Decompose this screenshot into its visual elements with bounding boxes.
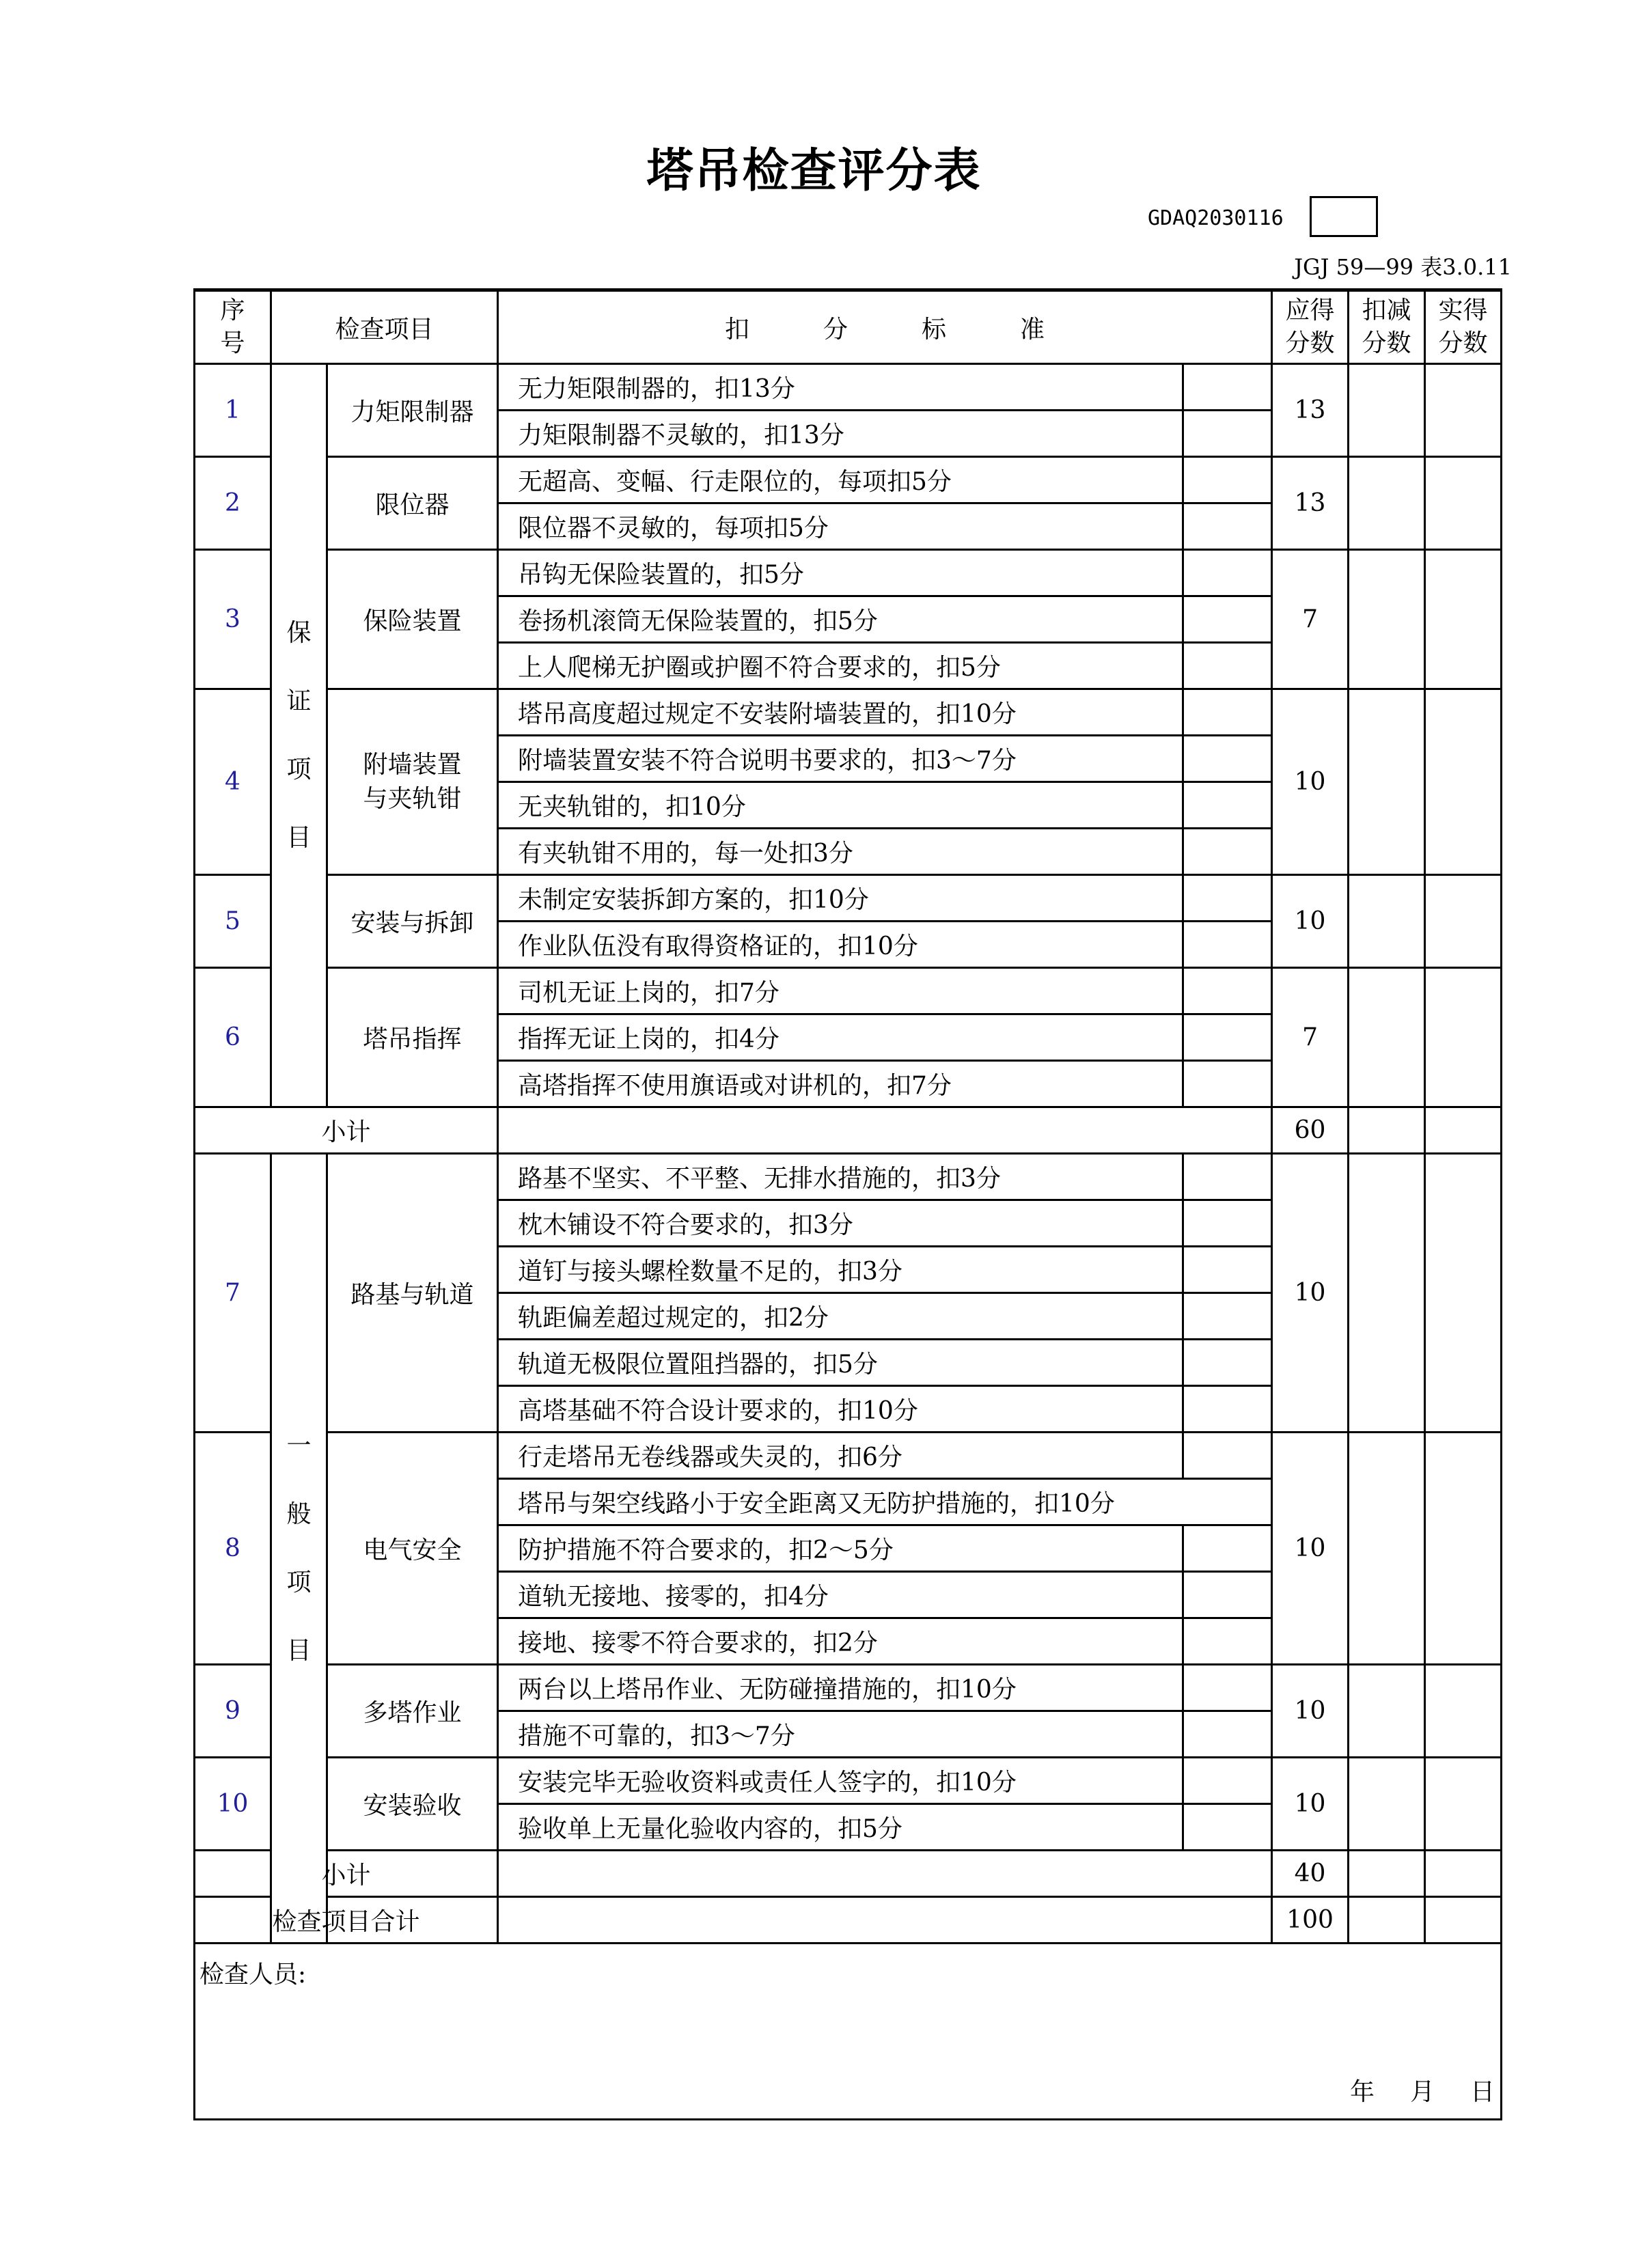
criteria-deduct-cell[interactable] [1183, 411, 1272, 457]
criteria-deduct-cell[interactable] [1183, 829, 1272, 875]
criteria-text: 安装完毕无验收资料或责任人签字的，扣10分 [498, 1758, 1183, 1804]
row-actual-score[interactable] [1425, 550, 1502, 689]
criteria-deduct-cell[interactable] [1183, 1014, 1272, 1061]
row-item-name: 安装与拆卸 [327, 875, 498, 968]
criteria-deduct-cell[interactable] [1183, 1804, 1272, 1851]
row-actual-score[interactable] [1425, 968, 1502, 1107]
criteria-text: 无夹轨钳的，扣10分 [498, 782, 1183, 829]
criteria-text: 轨道无极限位置阻挡器的，扣5分 [498, 1340, 1183, 1386]
row-due-score: 10 [1272, 1154, 1349, 1433]
inspector-label: 检查人员: [199, 1961, 307, 1989]
criteria-text: 无超高、变幅、行走限位的，每项扣5分 [498, 457, 1183, 503]
criteria-text: 高塔基础不符合设计要求的，扣10分 [498, 1386, 1183, 1433]
header-due-score: 应得 分数 [1272, 290, 1349, 364]
criteria-text: 道钉与接头螺栓数量不足的，扣3分 [498, 1247, 1183, 1293]
total-label: 检查项目合计 [195, 1897, 498, 1944]
criteria-text: 限位器不灵敏的，每项扣5分 [498, 503, 1183, 550]
row-deducted-score[interactable] [1349, 968, 1425, 1107]
criteria-deduct-cell[interactable] [1183, 1618, 1272, 1665]
row-item-name: 多塔作业 [327, 1665, 498, 1758]
inspector-row [195, 1944, 1502, 2120]
row-actual-score[interactable] [1425, 457, 1502, 550]
row-deducted-score[interactable] [1349, 1665, 1425, 1758]
criteria-deduct-cell[interactable] [1183, 1665, 1272, 1711]
subtotal-criteria-cell [498, 1107, 1272, 1154]
row-due-score: 10 [1272, 1758, 1349, 1851]
criteria-deduct-cell[interactable] [1183, 503, 1272, 550]
criteria-text: 有夹轨钳不用的，每一处扣3分 [498, 829, 1183, 875]
row-deducted-score[interactable] [1349, 689, 1425, 875]
criteria-text: 塔吊高度超过规定不安装附墙装置的，扣10分 [498, 689, 1183, 736]
total-due-score: 100 [1272, 1897, 1349, 1944]
table-row [195, 364, 1502, 411]
table-row [195, 457, 1502, 503]
table-row [195, 968, 1502, 1014]
criteria-deduct-cell[interactable] [1183, 1386, 1272, 1433]
row-due-score: 7 [1272, 550, 1349, 689]
criteria-deduct-cell[interactable] [1183, 968, 1272, 1014]
row-actual-score[interactable] [1425, 1433, 1502, 1665]
subtotal-row-guarantee [195, 1107, 1502, 1154]
criteria-text: 接地、接零不符合要求的，扣2分 [498, 1618, 1183, 1665]
criteria-text: 道轨无接地、接零的，扣4分 [498, 1572, 1183, 1618]
document-code: GDAQ2030116 [1148, 206, 1284, 230]
criteria-text: 路基不坚实、不平整、无排水措施的，扣3分 [498, 1154, 1183, 1200]
criteria-text: 轨距偏差超过规定的，扣2分 [498, 1293, 1183, 1340]
criteria-text: 作业队伍没有取得资格证的，扣10分 [498, 922, 1183, 968]
criteria-text: 验收单上无量化验收内容的，扣5分 [498, 1804, 1183, 1851]
criteria-deduct-cell[interactable] [1183, 364, 1272, 411]
row-due-score: 13 [1272, 457, 1349, 550]
row-deducted-score[interactable] [1349, 457, 1425, 550]
table-row [195, 875, 1502, 922]
row-seq: 7 [195, 1154, 271, 1433]
total-actual-score[interactable] [1425, 1897, 1502, 1944]
subtotal-label: 小计 [195, 1851, 498, 1897]
row-seq: 1 [195, 364, 271, 457]
criteria-text: 吊钩无保险装置的，扣5分 [498, 550, 1183, 596]
header-item: 检查项目 [271, 290, 498, 364]
subtotal-due-score: 60 [1272, 1107, 1349, 1154]
subtotal-due-score: 40 [1272, 1851, 1349, 1897]
date-year-label: 年 [1349, 2078, 1375, 2106]
total-deducted-score[interactable] [1349, 1897, 1425, 1944]
row-deducted-score[interactable] [1349, 1154, 1425, 1433]
table-row [195, 1154, 1502, 1200]
row-due-score: 10 [1272, 1433, 1349, 1665]
criteria-text: 高塔指挥不使用旗语或对讲机的，扣7分 [498, 1061, 1183, 1107]
table-row [195, 1758, 1502, 1804]
row-seq: 5 [195, 875, 271, 968]
table-row [195, 550, 1502, 596]
row-seq: 4 [195, 689, 271, 875]
date-month-label: 月 [1410, 2078, 1435, 2106]
row-actual-score[interactable] [1425, 1665, 1502, 1758]
criteria-deduct-cell[interactable] [1183, 1711, 1272, 1758]
group-guarantee-items: 保 证 项 目 [271, 364, 327, 1107]
criteria-deduct-cell[interactable] [1183, 1061, 1272, 1107]
criteria-deduct-cell[interactable] [1183, 1340, 1272, 1386]
table-row [195, 689, 1502, 736]
criteria-deduct-cell[interactable] [1183, 1758, 1272, 1804]
criteria-deduct-cell[interactable] [1183, 1200, 1272, 1247]
criteria-deduct-cell[interactable] [1183, 1433, 1272, 1479]
group-general-items: 一 般 项 目 [271, 1154, 327, 1944]
subtotal-actual-score[interactable] [1425, 1851, 1502, 1897]
criteria-text: 无力矩限制器的，扣13分 [498, 364, 1183, 411]
criteria-text: 指挥无证上岗的，扣4分 [498, 1014, 1183, 1061]
row-actual-score[interactable] [1425, 875, 1502, 968]
row-item-name: 路基与轨道 [327, 1154, 498, 1433]
row-seq: 3 [195, 550, 271, 689]
criteria-text: 措施不可靠的，扣3～7分 [498, 1711, 1183, 1758]
row-seq: 6 [195, 968, 271, 1107]
row-seq: 9 [195, 1665, 271, 1758]
header-seq: 序 号 [195, 290, 271, 364]
row-item-name: 限位器 [327, 457, 498, 550]
row-due-score: 10 [1272, 875, 1349, 968]
criteria-deduct-cell[interactable] [1183, 1572, 1272, 1618]
criteria-deduct-cell[interactable] [1183, 922, 1272, 968]
row-deducted-score[interactable] [1349, 550, 1425, 689]
header-deducted-score: 扣减 分数 [1349, 290, 1425, 364]
subtotal-row-general [195, 1851, 1502, 1897]
criteria-text: 卷扬机滚筒无保险装置的，扣5分 [498, 596, 1183, 643]
row-item-name: 安装验收 [327, 1758, 498, 1851]
row-deducted-score[interactable] [1349, 364, 1425, 457]
row-item-name: 保险装置 [327, 550, 498, 689]
inspector-signature-cell[interactable] [195, 1944, 1502, 2120]
row-item-name: 电气安全 [327, 1433, 498, 1665]
criteria-deduct-cell[interactable] [1183, 1293, 1272, 1340]
row-due-score: 13 [1272, 364, 1349, 457]
criteria-text: 力矩限制器不灵敏的，扣13分 [498, 411, 1183, 457]
criteria-deduct-cell[interactable] [1183, 1154, 1272, 1200]
row-deducted-score[interactable] [1349, 875, 1425, 968]
criteria-text: 两台以上塔吊作业、无防碰撞措施的，扣10分 [498, 1665, 1183, 1711]
subtotal-label: 小计 [195, 1107, 498, 1154]
criteria-text: 塔吊与架空线路小于安全距离又无防护措施的，扣10分 [498, 1479, 1272, 1525]
row-item-name: 附墙装置 与夹轨钳 [327, 689, 498, 875]
subtotal-deducted-score[interactable] [1349, 1851, 1425, 1897]
criteria-deduct-cell[interactable] [1183, 1247, 1272, 1293]
row-due-score: 10 [1272, 1665, 1349, 1758]
document-code-box [1310, 196, 1378, 237]
subtotal-deducted-score[interactable] [1349, 1107, 1425, 1154]
header-actual-score: 实得 分数 [1425, 290, 1502, 364]
criteria-deduct-cell[interactable] [1183, 550, 1272, 596]
row-actual-score[interactable] [1425, 1758, 1502, 1851]
table-row [195, 1665, 1502, 1711]
total-row [195, 1897, 1502, 1944]
date-day-label: 日 [1470, 2078, 1495, 2106]
row-due-score: 10 [1272, 689, 1349, 875]
criteria-text: 上人爬梯无护圈或护圈不符合要求的，扣5分 [498, 643, 1183, 689]
criteria-text: 未制定安装拆卸方案的，扣10分 [498, 875, 1183, 922]
inspection-date [1314, 2073, 1495, 2107]
criteria-deduct-cell[interactable] [1183, 1525, 1272, 1572]
criteria-text: 附墙装置安装不符合说明书要求的，扣3～7分 [498, 736, 1183, 782]
row-item-name: 塔吊指挥 [327, 968, 498, 1107]
row-deducted-score[interactable] [1349, 1758, 1425, 1851]
header-criteria: 扣 分 标 准 [498, 290, 1272, 364]
criteria-deduct-cell[interactable] [1183, 596, 1272, 643]
criteria-deduct-cell[interactable] [1183, 782, 1272, 829]
criteria-deduct-cell[interactable] [1183, 875, 1272, 922]
criteria-text: 司机无证上岗的，扣7分 [498, 968, 1183, 1014]
row-due-score: 7 [1272, 968, 1349, 1107]
criteria-deduct-cell[interactable] [1183, 643, 1272, 689]
criteria-deduct-cell[interactable] [1183, 689, 1272, 736]
table-row [195, 1433, 1502, 1479]
criteria-text: 枕木铺设不符合要求的，扣3分 [498, 1200, 1183, 1247]
subtotal-actual-score[interactable] [1425, 1107, 1502, 1154]
standard-reference: JGJ 59—99 表3.0.11 [1294, 254, 1512, 280]
total-criteria-cell [498, 1897, 1272, 1944]
row-actual-score[interactable] [1425, 364, 1502, 457]
criteria-text: 行走塔吊无卷线器或失灵的，扣6分 [498, 1433, 1183, 1479]
table-header-row [195, 290, 1502, 364]
row-seq: 10 [195, 1758, 271, 1851]
inspection-score-table [193, 288, 1502, 2120]
criteria-deduct-cell[interactable] [1183, 457, 1272, 503]
row-seq: 8 [195, 1433, 271, 1665]
row-actual-score[interactable] [1425, 689, 1502, 875]
subtotal-criteria-cell [498, 1851, 1272, 1897]
criteria-deduct-cell[interactable] [1183, 736, 1272, 782]
row-item-name: 力矩限制器 [327, 364, 498, 457]
page-title: 塔吊检查评分表 [646, 144, 982, 198]
row-actual-score[interactable] [1425, 1154, 1502, 1433]
criteria-text: 防护措施不符合要求的，扣2～5分 [498, 1525, 1183, 1572]
row-deducted-score[interactable] [1349, 1433, 1425, 1665]
row-seq: 2 [195, 457, 271, 550]
